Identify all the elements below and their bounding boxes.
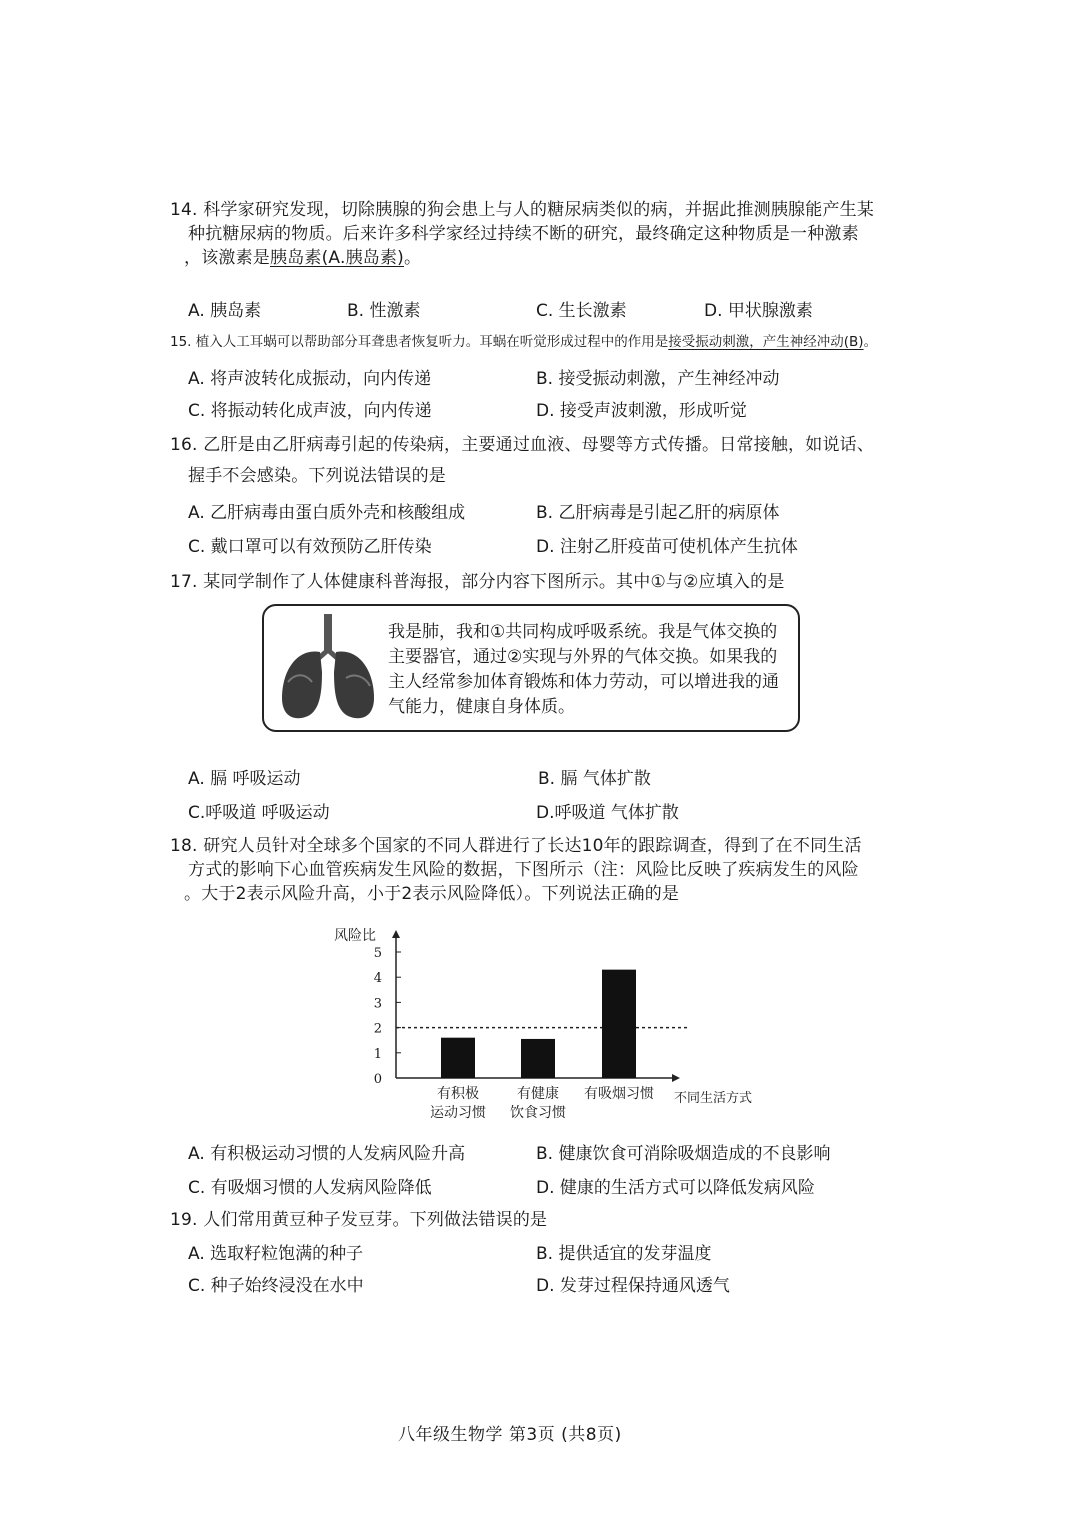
q14-line1: 14. 科学家研究发现，切除胰腺的狗会患上与人的糖尿病类似的病，并据此推测胰腺能产生某 [170, 200, 875, 220]
q17-option-a: A. 膈 呼吸运动 [188, 769, 301, 789]
q16-option-d: D. 注射乙肝疫苗可使机体产生抗体 [536, 537, 798, 557]
chart-bars [441, 970, 636, 1078]
q18-line3: 。大于2表示风险升高，小于2表示风险降低）。下列说法正确的是 [184, 884, 680, 904]
chart-ylabel: 风险比 [334, 928, 376, 944]
chart-y-axis-arrow [392, 930, 400, 938]
q15-option-a: A. 将声波转化成振动，向内传递 [188, 369, 432, 389]
q15-line-prefix: 15. 植入人工耳蜗可以帮助部分耳聋患者恢复听力。耳蜗在听觉形成过程中的作用是 [170, 334, 669, 350]
q15-line-suffix: 。 [863, 334, 878, 350]
q16-line1: 16. 乙肝是由乙肝病毒引起的传染病，主要通过血液、母婴等方式传播。日常接触，如说话、 [170, 435, 875, 455]
q14-option-c: C. 生长激素 [536, 301, 627, 321]
chart-y-tick-label: 1 [373, 1046, 382, 1062]
q15-answer: 接受振动刺激，产生神经冲动(B) [668, 334, 864, 350]
chart-bar [602, 970, 636, 1078]
chart-category-label: 运动习惯 [430, 1105, 486, 1121]
chart-xlabel: 不同生活方式 [674, 1091, 753, 1106]
q14-answer: 胰岛素(A.胰岛素) [270, 248, 404, 268]
q15-option-b: B. 接受振动刺激，产生神经冲动 [536, 369, 780, 389]
chart-y-ticks [374, 946, 401, 1087]
chart-y-tick-label: 3 [373, 996, 382, 1012]
q14-option-b: B. 性激素 [347, 301, 421, 321]
q19-option-a: A. 选取籽粒饱满的种子 [188, 1244, 364, 1264]
q14-option-d: D. 甲状腺激素 [704, 301, 813, 321]
chart-y-tick-label: 2 [373, 1021, 382, 1037]
risk-ratio-chart [330, 920, 770, 1130]
chart-category-label: 有健康 [517, 1086, 559, 1102]
poster-box [262, 604, 800, 732]
chart-category-label: 有吸烟习惯 [584, 1086, 654, 1102]
chart-bar [521, 1039, 555, 1078]
q15-line1 [170, 330, 877, 350]
q19-option-d: D. 发芽过程保持通风透气 [536, 1276, 730, 1296]
chart-y-tick-label: 4 [373, 971, 382, 987]
q17-line1: 17. 某同学制作了人体健康科普海报，部分内容下图所示。其中①与②应填入的是 [170, 572, 785, 592]
q14-line3-prefix: ，该激素是 [184, 248, 270, 268]
q16-line2: 握手不会感染。下列说法错误的是 [188, 466, 446, 486]
q15-option-c: C. 将振动转化成声波，向内传递 [188, 401, 432, 421]
lung-illustration [276, 612, 380, 726]
q18-option-b: B. 健康饮食可消除吸烟造成的不良影响 [536, 1144, 831, 1164]
q18-option-a: A. 有积极运动习惯的人发病风险升高 [188, 1144, 466, 1164]
chart-x-axis-arrow [672, 1074, 680, 1082]
q18-line1: 18. 研究人员针对全球多个国家的不同人群进行了长达10年的跟踪调查，得到了在不同生活 [170, 836, 862, 856]
poster-text: 我是肺，我和①共同构成呼吸系统。我是气体交换的主要器官，通过②实现与外界的气体交换。如果我的主人经常参加体育锻炼和体力劳动，可以增进我的通气能力，健康自身体质。 [388, 622, 779, 717]
q14-line3-suffix: 。 [404, 248, 422, 268]
q14-line2: 种抗糖尿病的物质。后来许多科学家经过持续不断的研究，最终确定这种物质是一种激素 [188, 224, 859, 244]
q19-line1: 19. 人们常用黄豆种子发豆芽。下列做法错误的是 [170, 1210, 548, 1230]
q17-option-b: B. 膈 气体扩散 [538, 769, 651, 789]
q14-line3 [184, 243, 421, 268]
q16-option-a: A. 乙肝病毒由蛋白质外壳和核酸组成 [188, 503, 466, 523]
q14-option-a: A. 胰岛素 [188, 301, 262, 321]
q16-option-b: B. 乙肝病毒是引起乙肝的病原体 [536, 503, 780, 523]
chart-category-label: 有积极 [437, 1086, 479, 1102]
q19-option-b: B. 提供适宜的发芽温度 [536, 1244, 712, 1264]
chart-category-label: 饮食习惯 [510, 1105, 566, 1121]
q18-option-c: C. 有吸烟习惯的人发病风险降低 [188, 1178, 432, 1198]
q16-option-c: C. 戴口罩可以有效预防乙肝传染 [188, 537, 432, 557]
chart-y-tick-label: 0 [373, 1072, 382, 1087]
q17-option-c: C.呼吸道 呼吸运动 [188, 803, 330, 823]
chart-category-labels [430, 1085, 654, 1121]
q19-option-c: C. 种子始终浸没在水中 [188, 1276, 364, 1296]
q18-line2: 方式的影响下心血管疾病发生风险的数据，下图所示（注：风险比反映了疾病发生的风险 [188, 860, 859, 880]
chart-y-tick-label: 5 [373, 946, 382, 961]
q17-option-d: D.呼吸道 气体扩散 [536, 803, 679, 823]
q18-option-d: D. 健康的生活方式可以降低发病风险 [536, 1178, 815, 1198]
q15-option-d: D. 接受声波刺激，形成听觉 [536, 401, 747, 421]
chart-bar [441, 1038, 475, 1078]
page-footer: 八年级生物学 第3页 (共8页) [398, 1425, 622, 1445]
